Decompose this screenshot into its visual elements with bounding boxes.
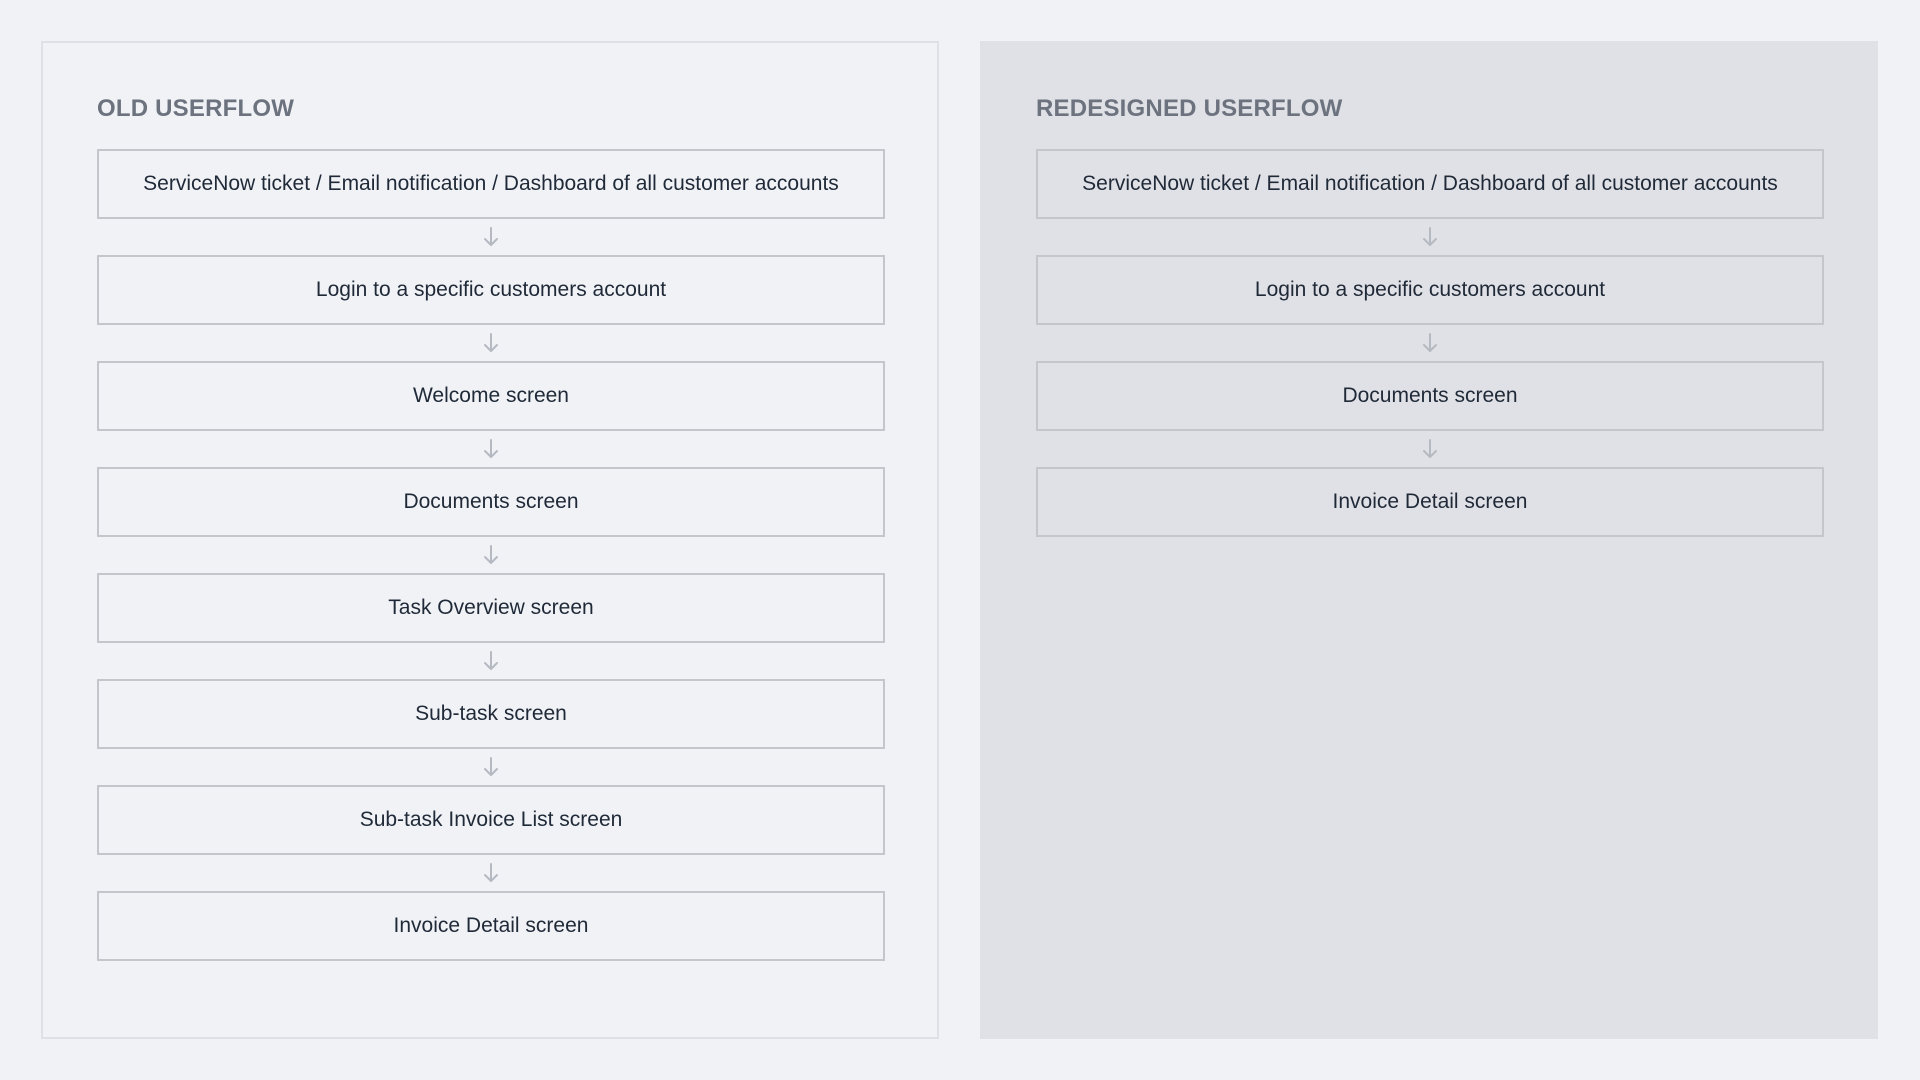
redesigned-userflow-title: REDESIGNED USERFLOW <box>1036 95 1343 122</box>
arrow-down-icon <box>97 219 885 255</box>
flow-step: Welcome screen <box>97 361 885 431</box>
flow-step: Invoice Detail screen <box>1036 467 1824 537</box>
arrow-down-icon <box>97 643 885 679</box>
arrow-down-icon <box>97 749 885 785</box>
flow-step: Invoice Detail screen <box>97 891 885 961</box>
old-userflow-steps <box>97 149 885 961</box>
redesigned-userflow-panel <box>980 41 1878 1039</box>
flow-step: Task Overview screen <box>97 573 885 643</box>
arrow-down-icon <box>97 855 885 891</box>
arrow-down-icon <box>1036 219 1824 255</box>
flow-step: Sub-task screen <box>97 679 885 749</box>
arrow-down-icon <box>97 325 885 361</box>
arrow-down-icon <box>97 431 885 467</box>
flow-step: Documents screen <box>1036 361 1824 431</box>
arrow-down-icon <box>97 537 885 573</box>
old-userflow-panel <box>41 41 939 1039</box>
arrow-down-icon <box>1036 431 1824 467</box>
flow-step: ServiceNow ticket / Email notification / Dashboard of all customer accounts <box>97 149 885 219</box>
redesigned-userflow-steps <box>1036 149 1824 537</box>
old-userflow-title: OLD USERFLOW <box>97 95 295 122</box>
flow-step: ServiceNow ticket / Email notification / Dashboard of all customer accounts <box>1036 149 1824 219</box>
flow-step: Login to a specific customers account <box>97 255 885 325</box>
flow-step: Documents screen <box>97 467 885 537</box>
flow-step: Login to a specific customers account <box>1036 255 1824 325</box>
flow-step: Sub-task Invoice List screen <box>97 785 885 855</box>
arrow-down-icon <box>1036 325 1824 361</box>
